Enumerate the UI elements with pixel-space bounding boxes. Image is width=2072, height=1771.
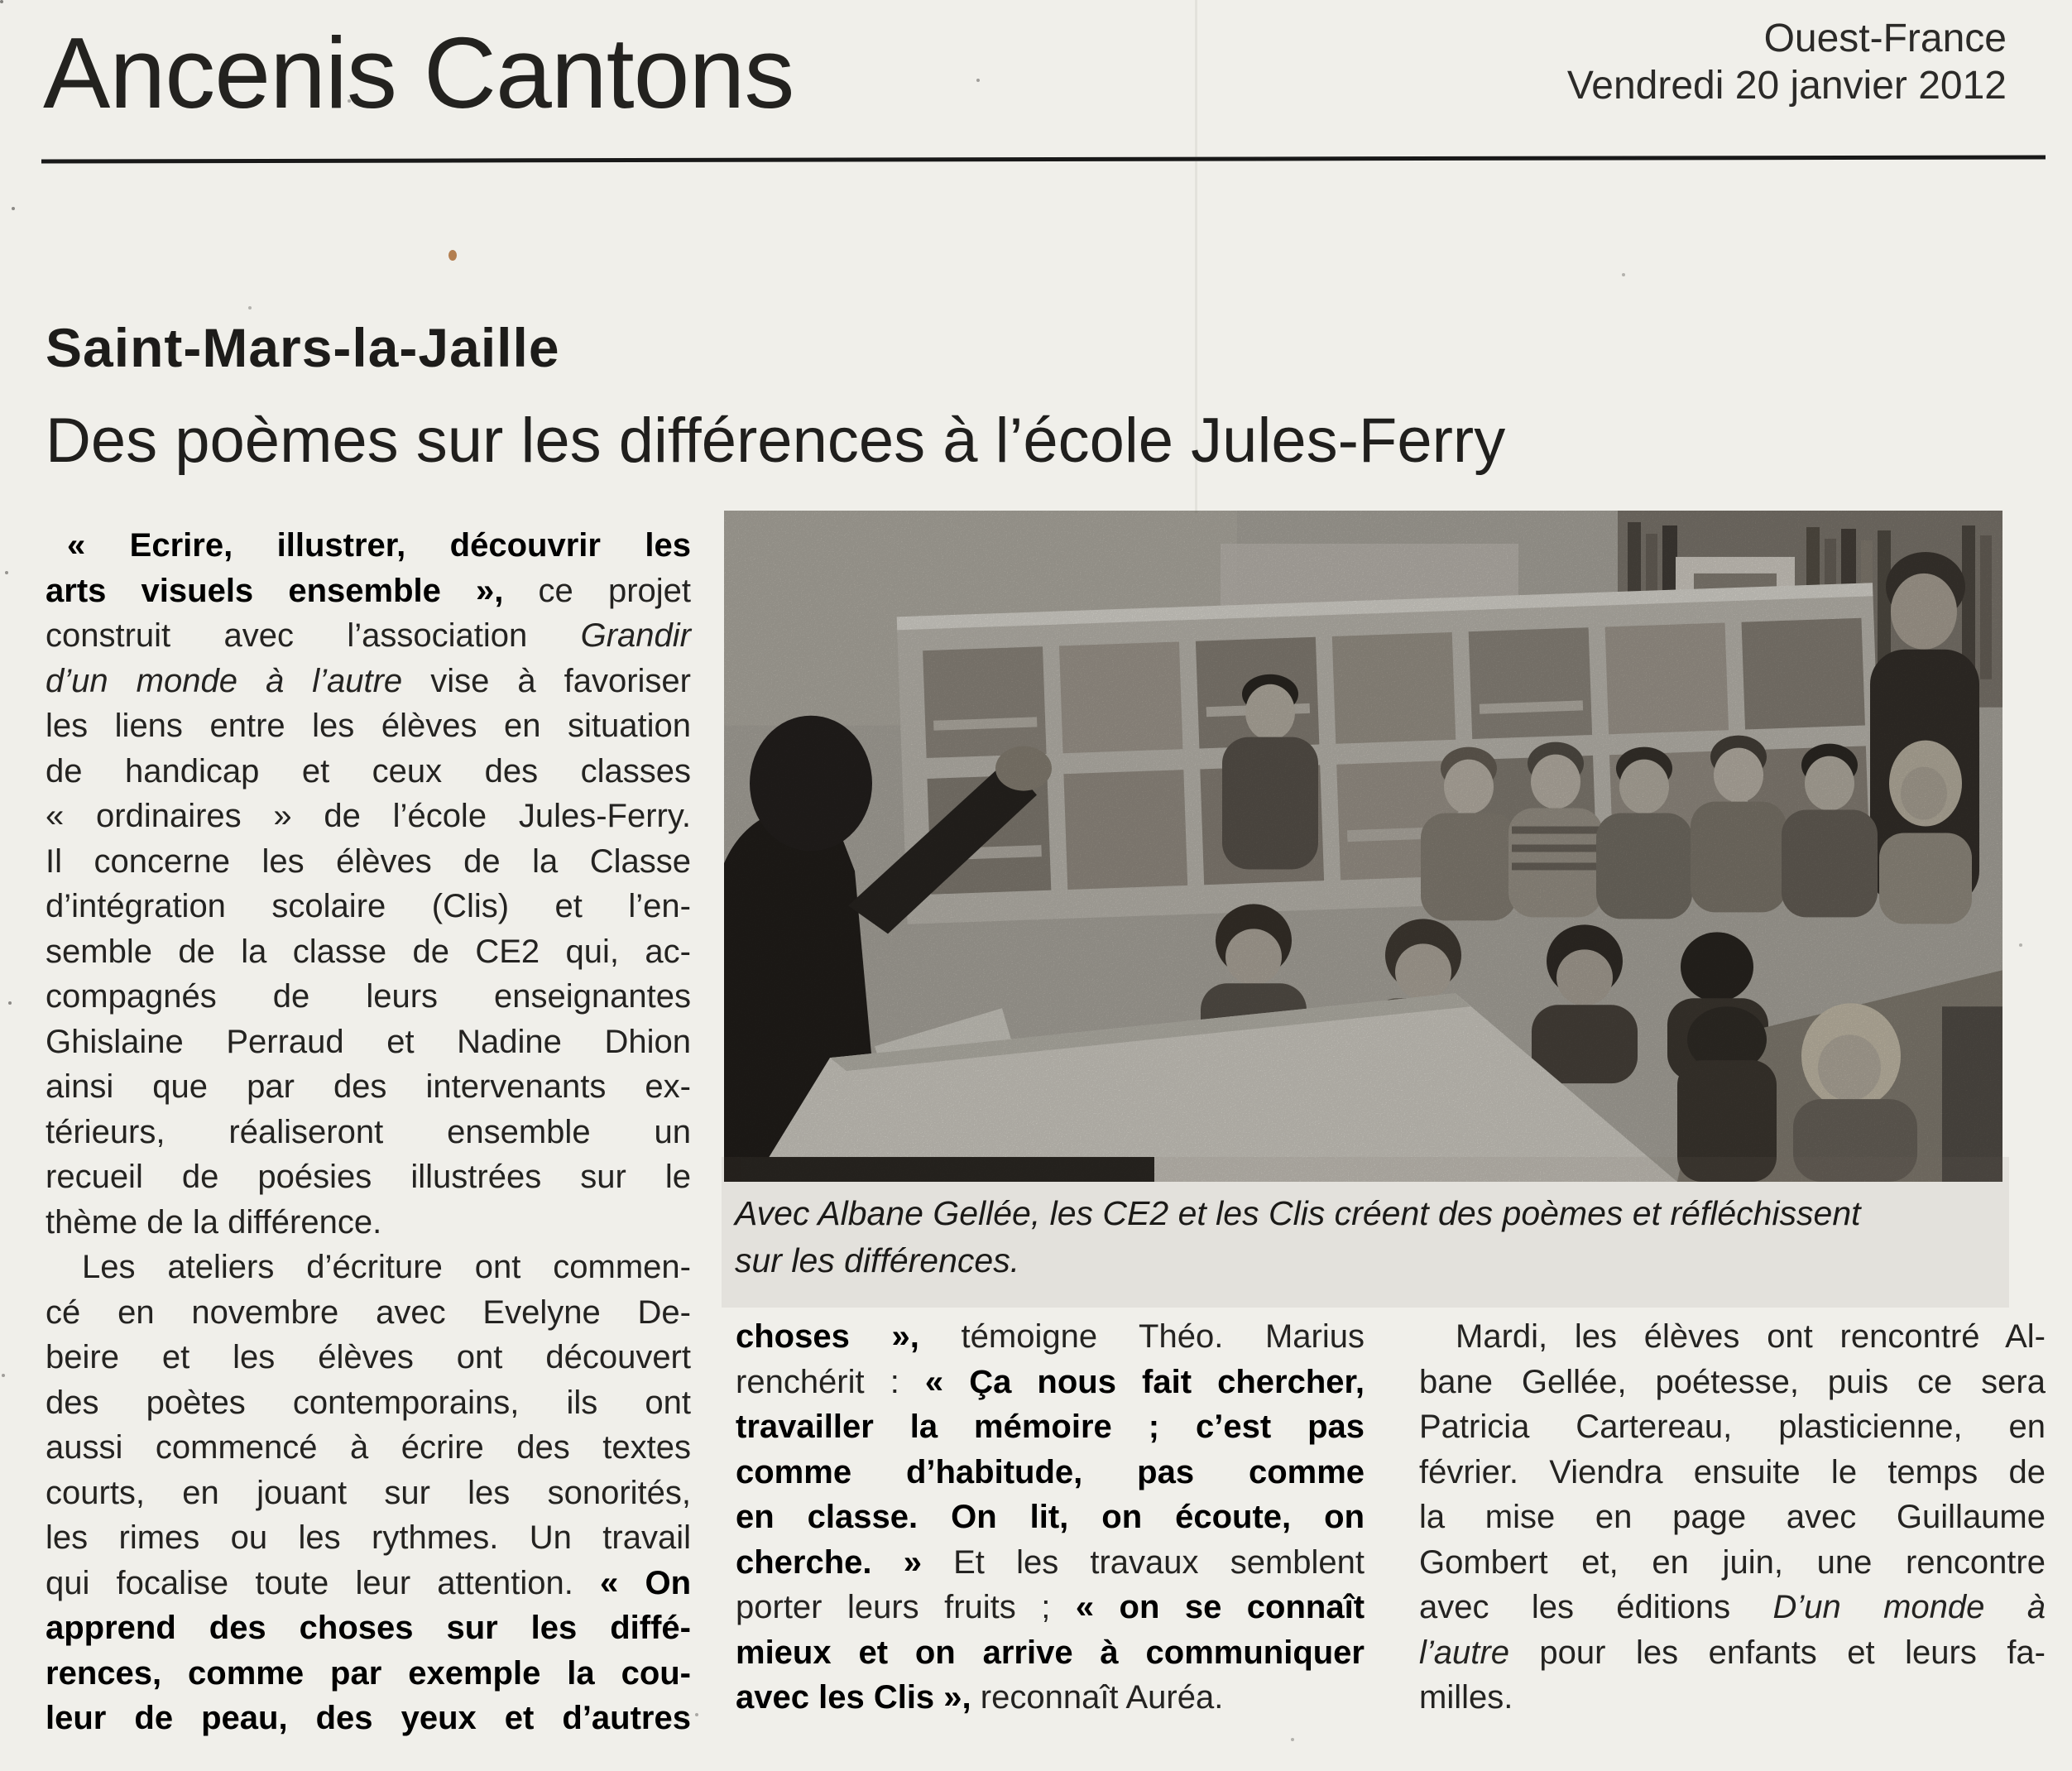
text-line: ainsi que par des intervenants ex- — [46, 1068, 691, 1105]
text-line: l’autre pour les enfants et leurs fa- — [1419, 1634, 2046, 1671]
text-line: aussi commencé à écrire des textes — [46, 1429, 691, 1466]
newspaper-name: Ouest-France — [1763, 17, 2007, 60]
section-masthead-title: Ancenis Cantons — [43, 17, 794, 129]
text-line: construit avec l’association Grandir — [46, 617, 691, 654]
masthead-rule — [41, 155, 2046, 163]
text-line: des poètes contemporains, ils ont — [46, 1384, 691, 1421]
text-line: mieux et on arrive à communiquer — [736, 1634, 1365, 1671]
paper-speck — [448, 250, 457, 261]
text-line: en classe. On lit, on écoute, on — [736, 1499, 1365, 1535]
text-line: courts, en jouant sur les sonorités, — [46, 1474, 691, 1511]
text-line: Patricia Cartereau, plasticienne, en — [1419, 1409, 2046, 1445]
text-line: qui focalise toute leur attention. « On — [46, 1564, 691, 1601]
text-line: travailler la mémoire ; c’est pas — [736, 1409, 1365, 1445]
text-line: beire et les élèves ont découvert — [46, 1339, 691, 1375]
text-line: thème de la différence. — [46, 1203, 382, 1241]
article-headline: Des poèmes sur les différences à l’école Jules-Ferry — [46, 406, 1506, 476]
text-line: recueil de poésies illustrées sur le — [46, 1159, 691, 1195]
text-line: compagnés de leurs enseignantes — [46, 978, 691, 1015]
edition-info — [1567, 15, 2007, 109]
text-line: cherche. » Et les travaux semblent — [736, 1543, 1365, 1581]
classroom-photo — [724, 511, 2002, 1182]
text-line: milles. — [1419, 1679, 1513, 1716]
text-line: les liens entre les élèves en situation — [46, 708, 691, 744]
text-line: apprend des choses sur les diffé- — [46, 1610, 691, 1646]
text-line: février. Viendra ensuite le temps de — [1419, 1453, 2046, 1490]
classroom-photo-illustration — [724, 511, 2002, 1182]
text-line: avec les éditions D’un monde à — [1419, 1589, 2046, 1625]
text-line: « Ecrire, illustrer, découvrir les — [67, 527, 691, 564]
text-line: cé en novembre avec Evelyne De- — [46, 1293, 691, 1331]
text-line: rences, comme par exemple la cou- — [46, 1654, 691, 1692]
article-column-right — [1419, 1314, 2046, 1721]
text-line: les rimes ou les rythmes. Un travail — [46, 1519, 691, 1556]
text-line: « ordinaires » de l’école Jules-Ferry. — [46, 798, 691, 834]
text-line: leur de peau, des yeux et d’autres — [46, 1700, 691, 1736]
text-line: de handicap et ceux des classes — [46, 752, 691, 790]
text-line: d’un monde à l’autre vise à favoriser — [46, 662, 691, 699]
text-line: bane Gellée, poétesse, puis ce sera — [1419, 1363, 2046, 1400]
text-line: Il concerne les élèves de la Classe — [46, 842, 691, 880]
text-line: semble de la classe de CE2 qui, ac- — [46, 933, 691, 970]
photo-caption — [735, 1190, 2005, 1284]
locality-heading: Saint-Mars-la-Jaille — [46, 317, 560, 378]
text-line: Les ateliers d’écriture ont commen- — [82, 1249, 691, 1285]
text-line: Ghislaine Perraud et Nadine Dhion — [46, 1023, 691, 1060]
text-line: Gombert et, en juin, une rencontre — [1419, 1543, 2046, 1581]
scan-dust-specks — [0, 0, 3, 3]
text-line: arts visuels ensemble », ce projet — [46, 572, 692, 609]
text-line: choses », témoigne Théo. Marius — [736, 1318, 1365, 1355]
article-column-middle — [736, 1314, 1365, 1721]
text-line: avec les Clis », reconnaît Auréa. — [736, 1679, 1224, 1716]
text-line: la mise en page avec Guillaume — [1419, 1499, 2046, 1535]
text-line: térieurs, réaliseront ensemble un — [46, 1113, 691, 1150]
text-line: d’intégration scolaire (Clis) et l’en- — [46, 888, 691, 924]
edition-date: Vendredi 20 janvier 2012 — [1566, 64, 2007, 108]
text-line: porter leurs fruits ; « on se connaît — [736, 1589, 1365, 1625]
text-line: Mardi, les élèves ont rencontré Al- — [1456, 1318, 2046, 1355]
text-line: comme d’habitude, pas comme — [736, 1453, 1365, 1490]
article-column-left — [46, 523, 691, 1741]
text-line: Avec Albane Gellée, les CE2 et les Clis créent des poèmes et réfléchissent — [735, 1194, 1861, 1232]
text-line: renchérit : « Ça nous fait chercher, — [736, 1363, 1365, 1400]
paper-fold-crease — [1195, 0, 1197, 513]
text-line: sur les différences. — [735, 1241, 1020, 1279]
